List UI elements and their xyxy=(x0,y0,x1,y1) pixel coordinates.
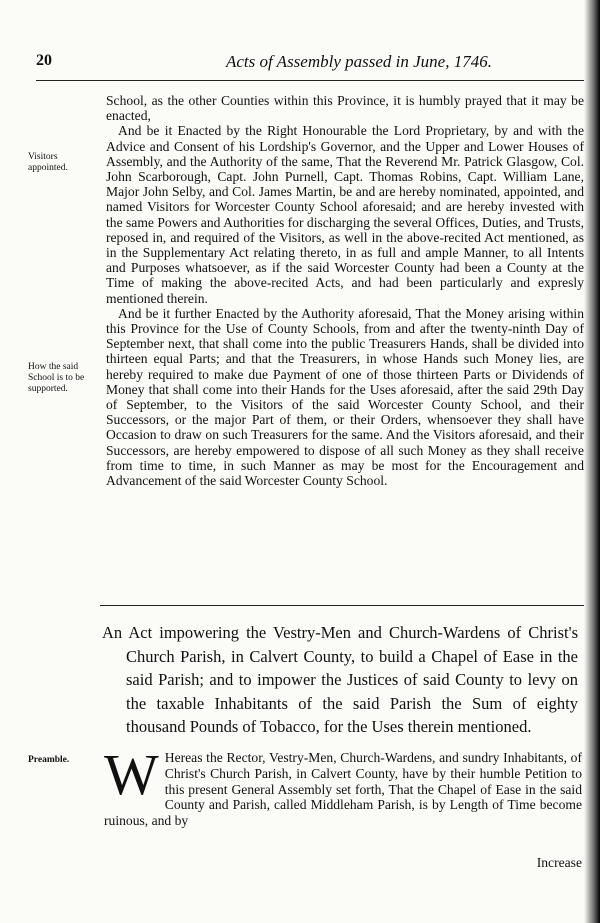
paragraph-school: School, as the other Counties within this Province, it is humbly prayed that it may be enacted, xyxy=(106,93,584,124)
act-title xyxy=(102,621,578,739)
page-number: 20 xyxy=(36,52,52,69)
act-title-text: An Act impowering the Vestry-Men and Church-Wardens of Christ's Church Parish, in Calvert County, to build a Chapel of Ease in the said Parish; and to impower the Justices of said County to levy on the taxable Inhabitants of the said Parish the Sum of eighty thousand Pounds of Tobacco, for the Uses therein mentioned. xyxy=(102,623,578,736)
paragraph-money: And be it further Enacted by the Authority aforesaid, That the Money arising within this Province for the Use of County Schools, from and after the twenty-ninth Day of September next, that shall come into the public Treasurers Hands, shall be divided into thirteen equal Parts; and that the Treasurers, in whose Hands such Money lies, are hereby required to make due Payment of one of those thirteen Parts or Dividends of Money that shall come into their Hands for the Uses aforesaid, after the said 29th Day of September, to the Visitors of the said Worcester County School, and their Successors, or the major Part of them, or their Orders, whensoever they shall have Occasion to draw on such Treasurers for the same. And the Visitors aforesaid, and their Successors, are hereby empowered to dispose of all such Money as they shall receive from time to time, in such Manner as may be most for the Encouragement and Advancement of the said Worcester County School. xyxy=(106,305,584,489)
margin-note-preamble: Preamble. xyxy=(28,755,70,765)
binding-shadow xyxy=(584,0,600,923)
catchword: Increase xyxy=(536,855,582,870)
running-title: Acts of Assembly passed in June, 1746. xyxy=(226,52,492,71)
section-rule xyxy=(100,605,584,606)
preamble-text: Hereas the Rector, Vestry-Men, Church-Wardens, and sundry Inhabitants, of Christ's Church Parish, in Calvert County, have by their humble Petition to this present General Assembly set forth, That the Chapel of Ease in the said County and Parish, called Middleham Parish, is by Length of Time become ruinous, and by xyxy=(104,750,582,829)
body-text xyxy=(106,93,584,488)
preamble-body xyxy=(104,742,582,829)
page-header xyxy=(36,52,584,74)
margin-note-visitors: Visitors appointed. xyxy=(28,152,68,173)
margin-note-support: How the said School is to be supported. xyxy=(28,362,85,394)
paragraph-visitors: And be it Enacted by the Right Honourable the Lord Proprietary, by and with the Advice and Consent of his Lordship's Governor, and the Upper and Lower Houses of Assembly, and the Authority of the same, That the Reverend Mr. Patrick Glasgow, Col. John Scarborough, Capt. John Purnell, Capt. Thomas Robins, Capt. William Lane, Major John Selby, and Col. James Martin, be and are hereby nominated, appointed, and named Visitors for Worcester County School aforesaid; and are hereby invested with the same Powers and Authorities for discharging the several Offices, Duties, and Trusts, reposed in, and required of the Visitors, as well in the above-recited Act mentioned, as in the Supplementary Act relating thereto, in as full and ample Manner, to all Intents and Purposes whatsoever, as if the said Worcester County had been a County at the Time of making the above-recited Acts, and had been particularly and expresly mentioned therein. xyxy=(106,123,584,306)
header-rule xyxy=(36,80,584,81)
drop-cap: W xyxy=(104,742,159,807)
